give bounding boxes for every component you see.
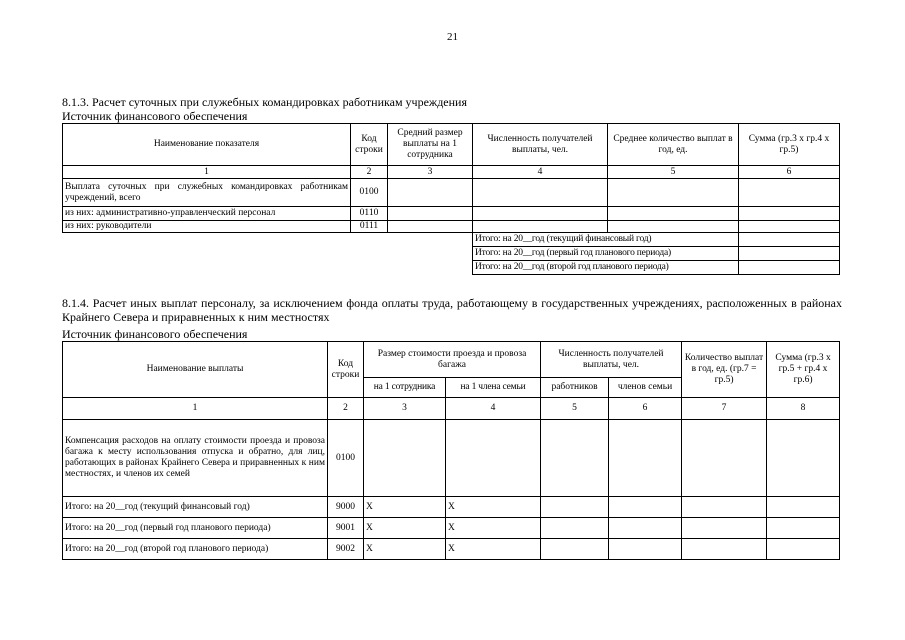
x-mark: X bbox=[364, 497, 446, 518]
data-cell[interactable] bbox=[541, 497, 609, 518]
header-per-family-member: на 1 члена семьи bbox=[446, 378, 541, 398]
col-number: 8 bbox=[767, 398, 840, 420]
x-mark: X bbox=[446, 539, 541, 560]
row-code: 0100 bbox=[328, 420, 364, 497]
data-cell[interactable] bbox=[473, 179, 608, 207]
col-number: 4 bbox=[473, 166, 608, 179]
data-cell[interactable] bbox=[541, 420, 609, 497]
total-row-name: Итого: на 20__год (текущий финансовый год) bbox=[63, 497, 328, 518]
data-cell[interactable] bbox=[446, 420, 541, 497]
col-number: 5 bbox=[608, 166, 739, 179]
col-number: 2 bbox=[351, 166, 388, 179]
x-mark: X bbox=[446, 497, 541, 518]
data-cell[interactable] bbox=[767, 497, 840, 518]
data-cell[interactable] bbox=[682, 539, 767, 560]
x-mark: X bbox=[364, 518, 446, 539]
header-count-group: Численность получателей выплаты, чел. bbox=[541, 342, 682, 378]
data-cell[interactable] bbox=[608, 207, 739, 221]
data-cell[interactable] bbox=[767, 539, 840, 560]
col-number: 7 bbox=[682, 398, 767, 420]
data-cell[interactable] bbox=[541, 518, 609, 539]
data-cell[interactable] bbox=[739, 179, 840, 207]
header-indicator-name: Наименование показателя bbox=[63, 124, 351, 166]
row-name: Выплата суточных при служебных командировках работникам учреждений, всего bbox=[63, 179, 351, 207]
header-recipients: Численность получателей выплаты, чел. bbox=[473, 124, 608, 166]
data-cell[interactable] bbox=[609, 420, 682, 497]
total-current-year: Итого: на 20__год (текущий финансовый год) bbox=[473, 233, 739, 247]
data-cell[interactable] bbox=[609, 539, 682, 560]
header-quantity: Количество выплат в год, ед. (гр.7 = гр.5) bbox=[682, 342, 767, 398]
col-number: 3 bbox=[364, 398, 446, 420]
data-cell[interactable] bbox=[609, 518, 682, 539]
col-number: 1 bbox=[63, 398, 328, 420]
header-avg-count: Среднее количество выплат в год, ед. bbox=[608, 124, 739, 166]
data-cell[interactable] bbox=[739, 207, 840, 221]
total-second-plan-year: Итого: на 20__год (второй год планового периода) bbox=[473, 261, 739, 275]
data-cell[interactable] bbox=[388, 207, 473, 221]
header-sum: Сумма (гр.3 х гр.5 + гр.4 х гр.6) bbox=[767, 342, 840, 398]
col-number: 1 bbox=[63, 166, 351, 179]
row-name: Компенсация расходов на оплату стоимости проезда и провоза багажа к месту использования отпуска и обратно, для лиц, работающих в районах Крайнего Севера и приравненных к ним местностях, и членов их семей bbox=[63, 420, 328, 497]
data-cell[interactable] bbox=[609, 497, 682, 518]
total-cell[interactable] bbox=[739, 247, 840, 261]
row-name: из них: руководители bbox=[63, 221, 351, 233]
header-line-code: Код строки bbox=[351, 124, 388, 166]
data-cell[interactable] bbox=[473, 221, 608, 233]
col-number: 4 bbox=[446, 398, 541, 420]
header-sum: Сумма (гр.3 х гр.4 х гр.5) bbox=[739, 124, 840, 166]
section-title-8-1-3: 8.1.3. Расчет суточных при служебных командировках работникам учреждения bbox=[62, 95, 467, 109]
data-cell[interactable] bbox=[541, 539, 609, 560]
total-row-name: Итого: на 20__год (второй год планового периода) bbox=[63, 539, 328, 560]
data-cell[interactable] bbox=[682, 420, 767, 497]
section-title-8-1-4: 8.1.4. Расчет иных выплат персоналу, за исключением фонда оплаты труда, работающему в государственных учреждениях, расположенных в районах Крайнего Севера и приравненных к ним местностях bbox=[62, 296, 842, 324]
total-row-code: 9000 bbox=[328, 497, 364, 518]
x-mark: X bbox=[446, 518, 541, 539]
data-cell[interactable] bbox=[767, 518, 840, 539]
funding-source-label: Источник финансового обеспечения bbox=[62, 327, 248, 341]
data-cell[interactable] bbox=[608, 221, 739, 233]
header-payment-name: Наименование выплаты bbox=[63, 342, 328, 398]
data-cell[interactable] bbox=[767, 420, 840, 497]
data-cell[interactable] bbox=[739, 221, 840, 233]
x-mark: X bbox=[364, 539, 446, 560]
row-code: 0111 bbox=[351, 221, 388, 233]
header-workers: работников bbox=[541, 378, 609, 398]
data-cell[interactable] bbox=[682, 518, 767, 539]
row-code: 0100 bbox=[351, 179, 388, 207]
data-cell[interactable] bbox=[608, 179, 739, 207]
total-row-code: 9001 bbox=[328, 518, 364, 539]
data-cell[interactable] bbox=[388, 221, 473, 233]
col-number: 5 bbox=[541, 398, 609, 420]
data-cell[interactable] bbox=[364, 420, 446, 497]
header-line-code: Код строки bbox=[328, 342, 364, 398]
data-cell[interactable] bbox=[473, 207, 608, 221]
col-number: 6 bbox=[739, 166, 840, 179]
row-code: 0110 bbox=[351, 207, 388, 221]
total-row-code: 9002 bbox=[328, 539, 364, 560]
total-first-plan-year: Итого: на 20__год (первый год планового периода) bbox=[473, 247, 739, 261]
funding-source-label: Источник финансового обеспечения bbox=[62, 109, 248, 123]
col-number: 2 bbox=[328, 398, 364, 420]
page-number: 21 bbox=[447, 31, 458, 43]
data-cell[interactable] bbox=[682, 497, 767, 518]
col-number: 6 bbox=[609, 398, 682, 420]
header-cost-group: Размер стоимости проезда и провоза багажа bbox=[364, 342, 541, 378]
total-cell[interactable] bbox=[739, 261, 840, 275]
daily-allowance-table bbox=[62, 123, 840, 275]
data-cell[interactable] bbox=[388, 179, 473, 207]
col-number: 3 bbox=[388, 166, 473, 179]
header-family-members: членов семьи bbox=[609, 378, 682, 398]
row-name: из них: административно-управленческий персонал bbox=[63, 207, 351, 221]
total-cell[interactable] bbox=[739, 233, 840, 247]
travel-compensation-table bbox=[62, 341, 840, 560]
header-avg-payment: Средний размер выплаты на 1 сотрудника bbox=[388, 124, 473, 166]
total-row-name: Итого: на 20__год (первый год планового периода) bbox=[63, 518, 328, 539]
header-per-employee: на 1 сотрудника bbox=[364, 378, 446, 398]
